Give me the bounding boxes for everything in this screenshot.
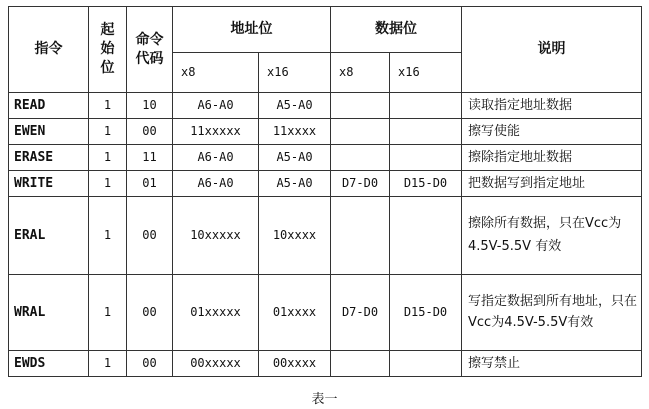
cell-data-x16 — [390, 145, 462, 171]
subheader-addr-x16: x16 — [259, 53, 331, 93]
cell-addr-x16: 00xxxx — [259, 351, 331, 377]
cell-start: 1 — [89, 171, 127, 197]
cell-cmd: EWDS — [9, 351, 89, 377]
cell-data-x16 — [390, 351, 462, 377]
cell-start: 1 — [89, 275, 127, 351]
cell-start: 1 — [89, 351, 127, 377]
cell-addr-x16: 01xxxx — [259, 275, 331, 351]
header-row — [9, 7, 642, 53]
cell-description: 擦除所有数据，只在Vcc为 4.5V-5.5V 有效 — [462, 197, 642, 275]
cell-data-x16 — [390, 119, 462, 145]
header-address-bits: 地址位 — [173, 7, 331, 53]
cell-addr-x16: A5-A0 — [259, 93, 331, 119]
cell-data-x16: D15-D0 — [390, 275, 462, 351]
cell-start: 1 — [89, 93, 127, 119]
table-row — [9, 275, 642, 351]
table-row — [9, 93, 642, 119]
cell-data-x8: D7-D0 — [331, 171, 390, 197]
cell-opcode: 01 — [127, 171, 173, 197]
cell-data-x16: D15-D0 — [390, 171, 462, 197]
header-cmd: 指令 — [9, 7, 89, 93]
cell-opcode: 10 — [127, 93, 173, 119]
header-opcode: 命令代码 — [127, 7, 173, 93]
table-caption: 表一 — [311, 392, 338, 407]
header-start-bit: 起始位 — [89, 7, 127, 93]
cell-opcode: 00 — [127, 197, 173, 275]
cell-start: 1 — [89, 197, 127, 275]
instruction-table — [8, 6, 642, 377]
cell-addr-x8: A6-A0 — [173, 171, 259, 197]
cell-start: 1 — [89, 145, 127, 171]
cell-addr-x16: A5-A0 — [259, 145, 331, 171]
cell-start: 1 — [89, 119, 127, 145]
cell-addr-x8: 10xxxxx — [173, 197, 259, 275]
header-description: 说明 — [462, 7, 642, 93]
cell-description: 擦除指定地址数据 — [462, 145, 642, 171]
cell-cmd: EWEN — [9, 119, 89, 145]
cell-addr-x8: 00xxxxx — [173, 351, 259, 377]
cell-addr-x8: 01xxxxx — [173, 275, 259, 351]
cell-cmd: ERASE — [9, 145, 89, 171]
cell-opcode: 11 — [127, 145, 173, 171]
table-row — [9, 119, 642, 145]
cell-addr-x8: A6-A0 — [173, 145, 259, 171]
cell-addr-x16: A5-A0 — [259, 171, 331, 197]
cell-opcode: 00 — [127, 119, 173, 145]
cell-data-x8: D7-D0 — [331, 275, 390, 351]
subheader-data-x16: x16 — [390, 53, 462, 93]
table-row — [9, 351, 642, 377]
subheader-data-x8: x8 — [331, 53, 390, 93]
cell-data-x8 — [331, 197, 390, 275]
header-data-bits: 数据位 — [331, 7, 462, 53]
cell-cmd: READ — [9, 93, 89, 119]
cell-cmd: WRAL — [9, 275, 89, 351]
cell-addr-x16: 11xxxx — [259, 119, 331, 145]
table-row — [9, 197, 642, 275]
cell-data-x8 — [331, 93, 390, 119]
cell-opcode: 00 — [127, 275, 173, 351]
cell-description: 擦写禁止 — [462, 351, 642, 377]
cell-description: 把数据写到指定地址 — [462, 171, 642, 197]
table-row — [9, 171, 642, 197]
cell-cmd: ERAL — [9, 197, 89, 275]
cell-addr-x16: 10xxxx — [259, 197, 331, 275]
table-row — [9, 145, 642, 171]
cell-data-x8 — [331, 351, 390, 377]
cell-description: 写指定数据到所有地址，只在Vcc为4.5V-5.5V有效 — [462, 275, 642, 351]
cell-description: 擦写使能 — [462, 119, 642, 145]
cell-addr-x8: A6-A0 — [173, 93, 259, 119]
cell-data-x16 — [390, 93, 462, 119]
subheader-addr-x8: x8 — [173, 53, 259, 93]
cell-data-x8 — [331, 145, 390, 171]
cell-cmd: WRITE — [9, 171, 89, 197]
cell-opcode: 00 — [127, 351, 173, 377]
cell-addr-x8: 11xxxxx — [173, 119, 259, 145]
cell-description: 读取指定地址数据 — [462, 93, 642, 119]
cell-data-x8 — [331, 119, 390, 145]
cell-data-x16 — [390, 197, 462, 275]
